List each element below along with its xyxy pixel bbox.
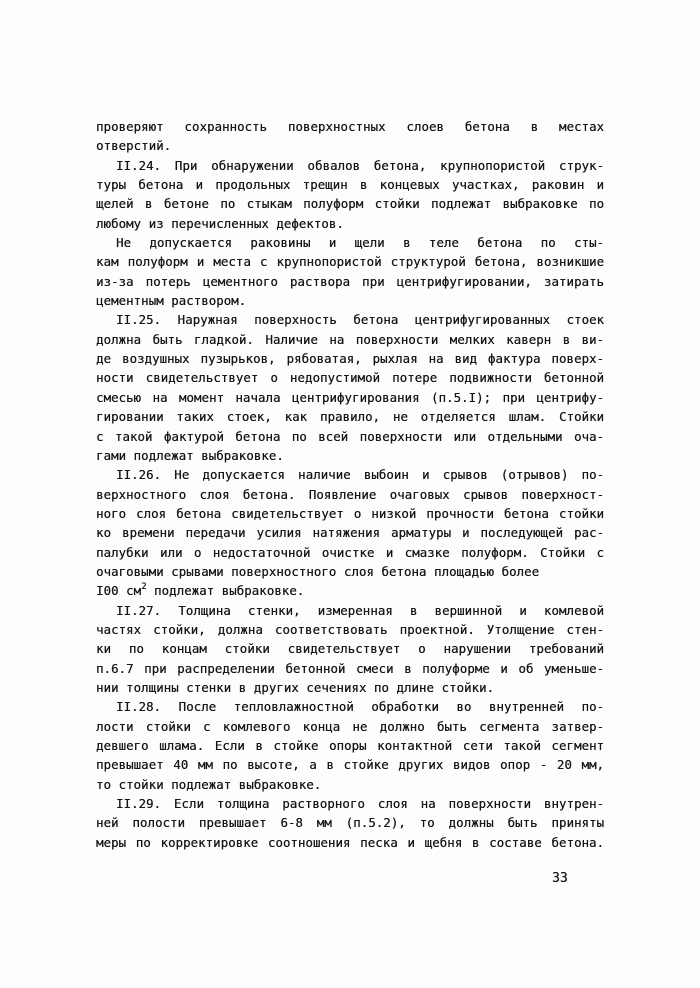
- text-line: с такой фактурой бетона по всей поверхности или отдельными оча-: [96, 428, 604, 444]
- text-line: ки по концам стойки свидетельствует о нарушении требований: [96, 641, 604, 657]
- text-line: щелей в бетоне по стыкам полуформ стойки подлежат выбраковке по: [96, 196, 604, 212]
- paragraph-start: Не допускается раковины и щели в теле бетона по сты-: [116, 235, 604, 251]
- area-value: I00 см: [96, 583, 142, 599]
- document-body: [96, 117, 604, 852]
- text-line: частях стойки, должна соответствовать проектной. Утолщение стен-: [96, 621, 604, 637]
- text-line: ней полости превышает 6-8 мм (п.5.2), то должны быть приняты: [96, 815, 604, 831]
- text-line: гировании таких стоек, как правило, не отделяется шлам. Стойки: [96, 409, 604, 425]
- text-line: ности свидетельствует о недопустимой потере подвижности бетонной: [96, 370, 604, 386]
- paragraph-11-27-start: II.27. Толщина стенки, измеренная в вершинной и комлевой: [116, 602, 604, 618]
- text-line: превышает 40 мм по высоте, а в стойке других видов опор - 20 мм,: [96, 757, 604, 773]
- area-line: [96, 581, 604, 600]
- page-number: 33: [552, 871, 568, 886]
- text-line: кам полуформ и места с крупнопористой структурой бетона, возникшие: [96, 254, 604, 270]
- text-line: любому из перечисленных дефектов.: [96, 215, 344, 231]
- text-line: верхностного слоя бетона. Появление очаговых срывов поверхност-: [96, 486, 604, 502]
- text-line: палубки или о недостаточной очистке и смазке полуформ. Стойки с: [96, 544, 604, 560]
- text-line: то стойки подлежат выбраковке.: [96, 776, 322, 792]
- text-line: ко времени передачи усилия натяжения арматуры и последующей рас-: [96, 525, 604, 541]
- text-line: нии толщины стенки в других сечениях по длине стойки.: [96, 679, 495, 695]
- text-line: гами подлежат выбраковке.: [96, 447, 284, 463]
- text-line: проверяют сохранность поверхностных слоев бетона в местах: [96, 119, 604, 134]
- text-line: туры бетона и продольных трещин в концевых участках, раковин и: [96, 177, 604, 193]
- text-line: девшего шлама. Если в стойке опоры контактной сети такой сегмент: [96, 738, 604, 753]
- text-line: меры по корректировке соотношения песка и щебня в составе бетона.: [96, 834, 604, 850]
- text-line: смесью на момент начала центрифугирования (п.5.I); при центрифу-: [96, 389, 604, 405]
- text-line: п.6.7 при распределении бетонной смеси в полуформе и об уменьше-: [96, 660, 604, 676]
- paragraph-11-24-start: II.24. При обнаружении обвалов бетона, крупнопористой струк-: [116, 157, 604, 173]
- paragraph-11-25-start: II.25. Наружная поверхность бетона центрифугированных стоек: [116, 312, 604, 328]
- paragraph-11-26-start: II.26. Не допускается наличие выбоин и срывов (отрывов) по-: [116, 467, 604, 483]
- text-line: цементным раствором.: [96, 293, 247, 309]
- area-line-rest: подлежат выбраковке.: [146, 583, 305, 599]
- text-line: из-за потерь цементного раствора при центрифугировании, затирать: [96, 273, 604, 289]
- text-line: должна быть гладкой. Наличие на поверхности мелких каверн в ви-: [96, 331, 604, 347]
- text-line: очаговыми срывами поверхностного слоя бетона площадью более: [96, 563, 540, 579]
- text-line: отверстий.: [96, 138, 172, 154]
- paragraph-11-28-start: II.28. После тепловлажностной обработки во внутренней по-: [116, 699, 604, 715]
- text-line: лости стойки с комлевого конца не должно быть сегмента затвер-: [96, 718, 604, 734]
- text-line: де воздушных пузырьков, рябоватая, рыхлая на вид фактура поверх-: [96, 351, 604, 367]
- paragraph-11-29-start: II.29. Если толщина растворного слоя на поверхности внутрен-: [116, 796, 604, 812]
- text-line: ного слоя бетона свидетельствует о низкой прочности бетона стойки: [96, 505, 604, 521]
- area-exponent: 2: [141, 582, 147, 593]
